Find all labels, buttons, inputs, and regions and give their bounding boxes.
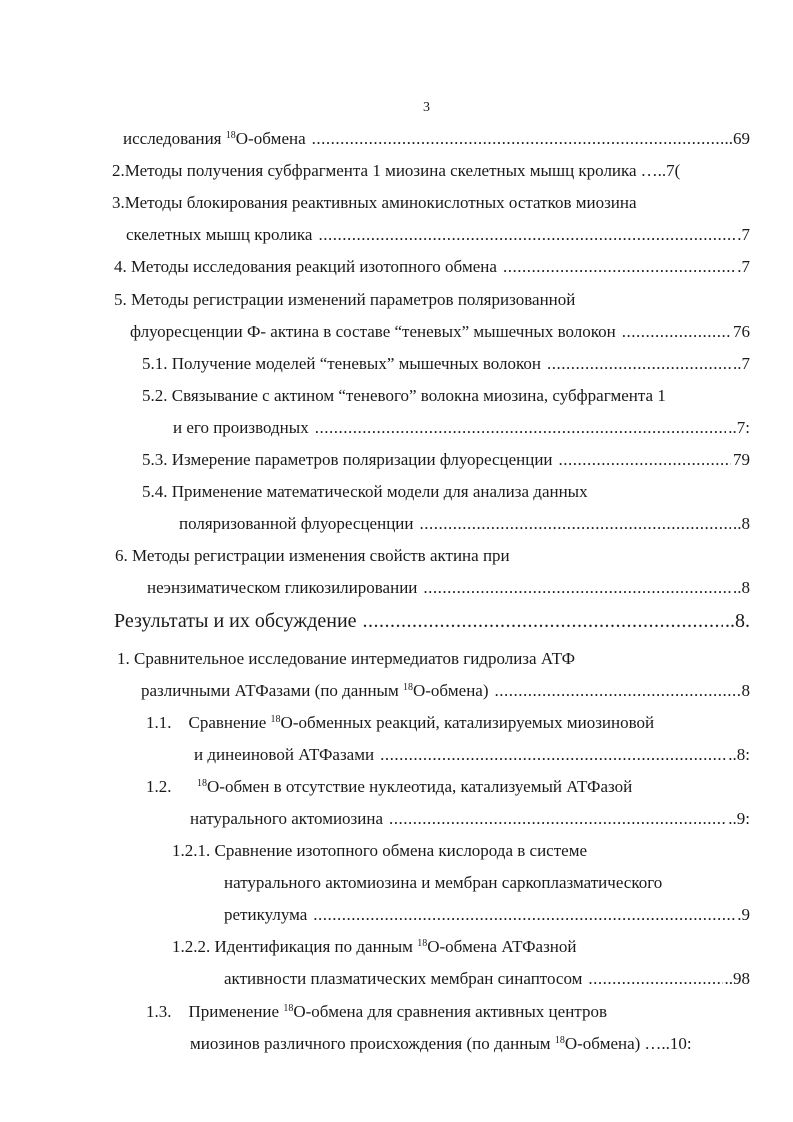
toc-entry-text: неэнзиматическом гликозилировании [147,578,418,597]
toc-page-number: ..8. [725,610,750,632]
toc-entry-text: 1.1. Сравнение $^{18}$О-обменных реакций, катализируемых миозиновой [146,713,655,732]
dot-leader [389,808,726,830]
toc-entry-text: 1.2.1. Сравнение изотопного обмена кислорода в системе [172,841,587,860]
dot-leader [312,128,723,150]
dot-leader [559,449,731,471]
toc-entry-text: флуоресценции Ф- актина в составе “теневых” мышечных волокон [130,322,616,341]
toc-entry-text: ретикулума [224,905,308,924]
toc-page-number: 79 [733,450,750,469]
toc-line [224,872,750,894]
dot-leader [315,417,727,439]
toc-line [142,385,750,407]
dot-leader [318,224,735,246]
toc-entry-text: 5.1. Получение моделей “теневых” мышечных волокон [142,354,541,373]
toc-line [173,417,750,439]
dot-leader [313,904,735,926]
toc-line [130,321,750,343]
toc-line [179,513,750,535]
toc-line [112,160,750,182]
toc-line [126,224,750,246]
toc-line [172,840,750,862]
toc-entry-text: 5.4. Применение математической модели для анализа данных [142,482,588,501]
toc-entry-text: 4. Методы исследования реакций изотопного обмена [114,257,497,276]
toc-page-number: .9 [737,905,750,924]
toc-line [146,712,750,734]
toc-line [141,680,750,702]
toc-entry-text: 2.Методы получения субфрагмента 1 миозина скелетных мышц кролика [112,161,637,180]
toc-page-number: ..8 [733,578,750,597]
toc-line [123,128,750,150]
toc-line [115,545,750,567]
toc-page-number: ..9: [728,809,750,828]
toc-entry-text: натурального актомиозина и мембран саркоплазматического [224,873,663,892]
toc-line [112,192,750,214]
toc-page-number: …..10: [644,1034,692,1053]
toc-entry-text: 5. Методы регистрации изменений параметров поляризованной [114,290,576,309]
toc-page-number: …..7( [640,161,681,180]
toc-entry-text: 6. Методы регистрации изменения свойств актина при [115,546,510,565]
toc-line [142,449,750,471]
toc-page-number: ..98 [724,969,750,988]
toc-entry-text: исследования $^{18}$О-обмена [123,129,306,148]
toc-page-number: ..69 [724,129,750,148]
toc-page-number: 8 [741,681,750,700]
toc-line [172,936,750,958]
toc-page-number: 76 [733,322,750,341]
dot-leader [495,680,740,702]
toc-entry-text: различными АТФазами (по данным $^{18}$О-обмена) [141,681,489,700]
toc-entry-text: 5.3. Измерение параметров поляризации флуоресценции [142,450,553,469]
toc-page-number: .7 [737,225,750,244]
toc-line [224,904,750,926]
toc-line [146,1001,750,1023]
toc-line [142,353,750,375]
toc-line [224,968,750,990]
dot-leader [547,353,731,375]
toc-entry-text: скелетных мышц кролика [126,225,313,244]
toc-entry-text: поляризованной флуоресценции [179,514,414,533]
dot-leader [419,513,731,535]
toc-entry-text: 5.2. Связывание с актином “теневого” волокна миозина, субфрагмента 1 [142,386,666,405]
toc-line [114,289,750,311]
toc-page-number: ..7: [728,418,750,437]
toc-line [147,577,750,599]
toc-page-number: ..7 [733,354,750,373]
dot-leader [622,321,731,343]
toc-line [190,808,750,830]
toc-entry-text: и его производных [173,418,309,437]
dot-leader [423,577,731,599]
toc-entry-text: 1.2.2. Идентификация по данным $^{18}$О-обмена АТФазной [172,937,577,956]
toc-line [146,776,750,798]
toc-page-number: ..8 [733,514,750,533]
section-heading [114,609,750,633]
dot-leader [588,968,722,990]
toc-line [142,481,750,503]
toc-page-number: .7 [737,257,750,276]
toc-entry-text: 1.3. Применение $^{18}$О-обмена для сравнения активных центров [146,1002,607,1021]
toc-line [194,744,750,766]
toc-entry-text: 1. Сравнительное исследование интермедиатов гидролиза АТФ [117,649,576,668]
toc-entry-text: 3.Методы блокирования реактивных аминокислотных остатков миозина [112,193,637,212]
dot-leader [503,256,735,278]
toc-page-number: ..8: [728,745,750,764]
toc-entry-text: и динеиновой АТФазами [194,745,375,764]
toc-entry-text: миозинов различного происхождения (по данным $^{18}$О-обмена) [190,1034,641,1053]
toc-entry-text: 1.2. $^{18}$О-обмен в отсутствие нуклеотида, катализуемый АТФазой [146,777,633,796]
page-number: 3 [423,100,430,115]
toc-line [117,648,750,670]
dot-leader [380,744,726,766]
dot-leader [363,609,723,633]
toc-entry-text: Результаты и их обсуждение [114,610,357,632]
toc-line [114,256,750,278]
toc-line [190,1033,750,1055]
toc-entry-text: натурального актомиозина [190,809,384,828]
toc-entry-text: активности плазматических мембран синаптосом [224,969,583,988]
